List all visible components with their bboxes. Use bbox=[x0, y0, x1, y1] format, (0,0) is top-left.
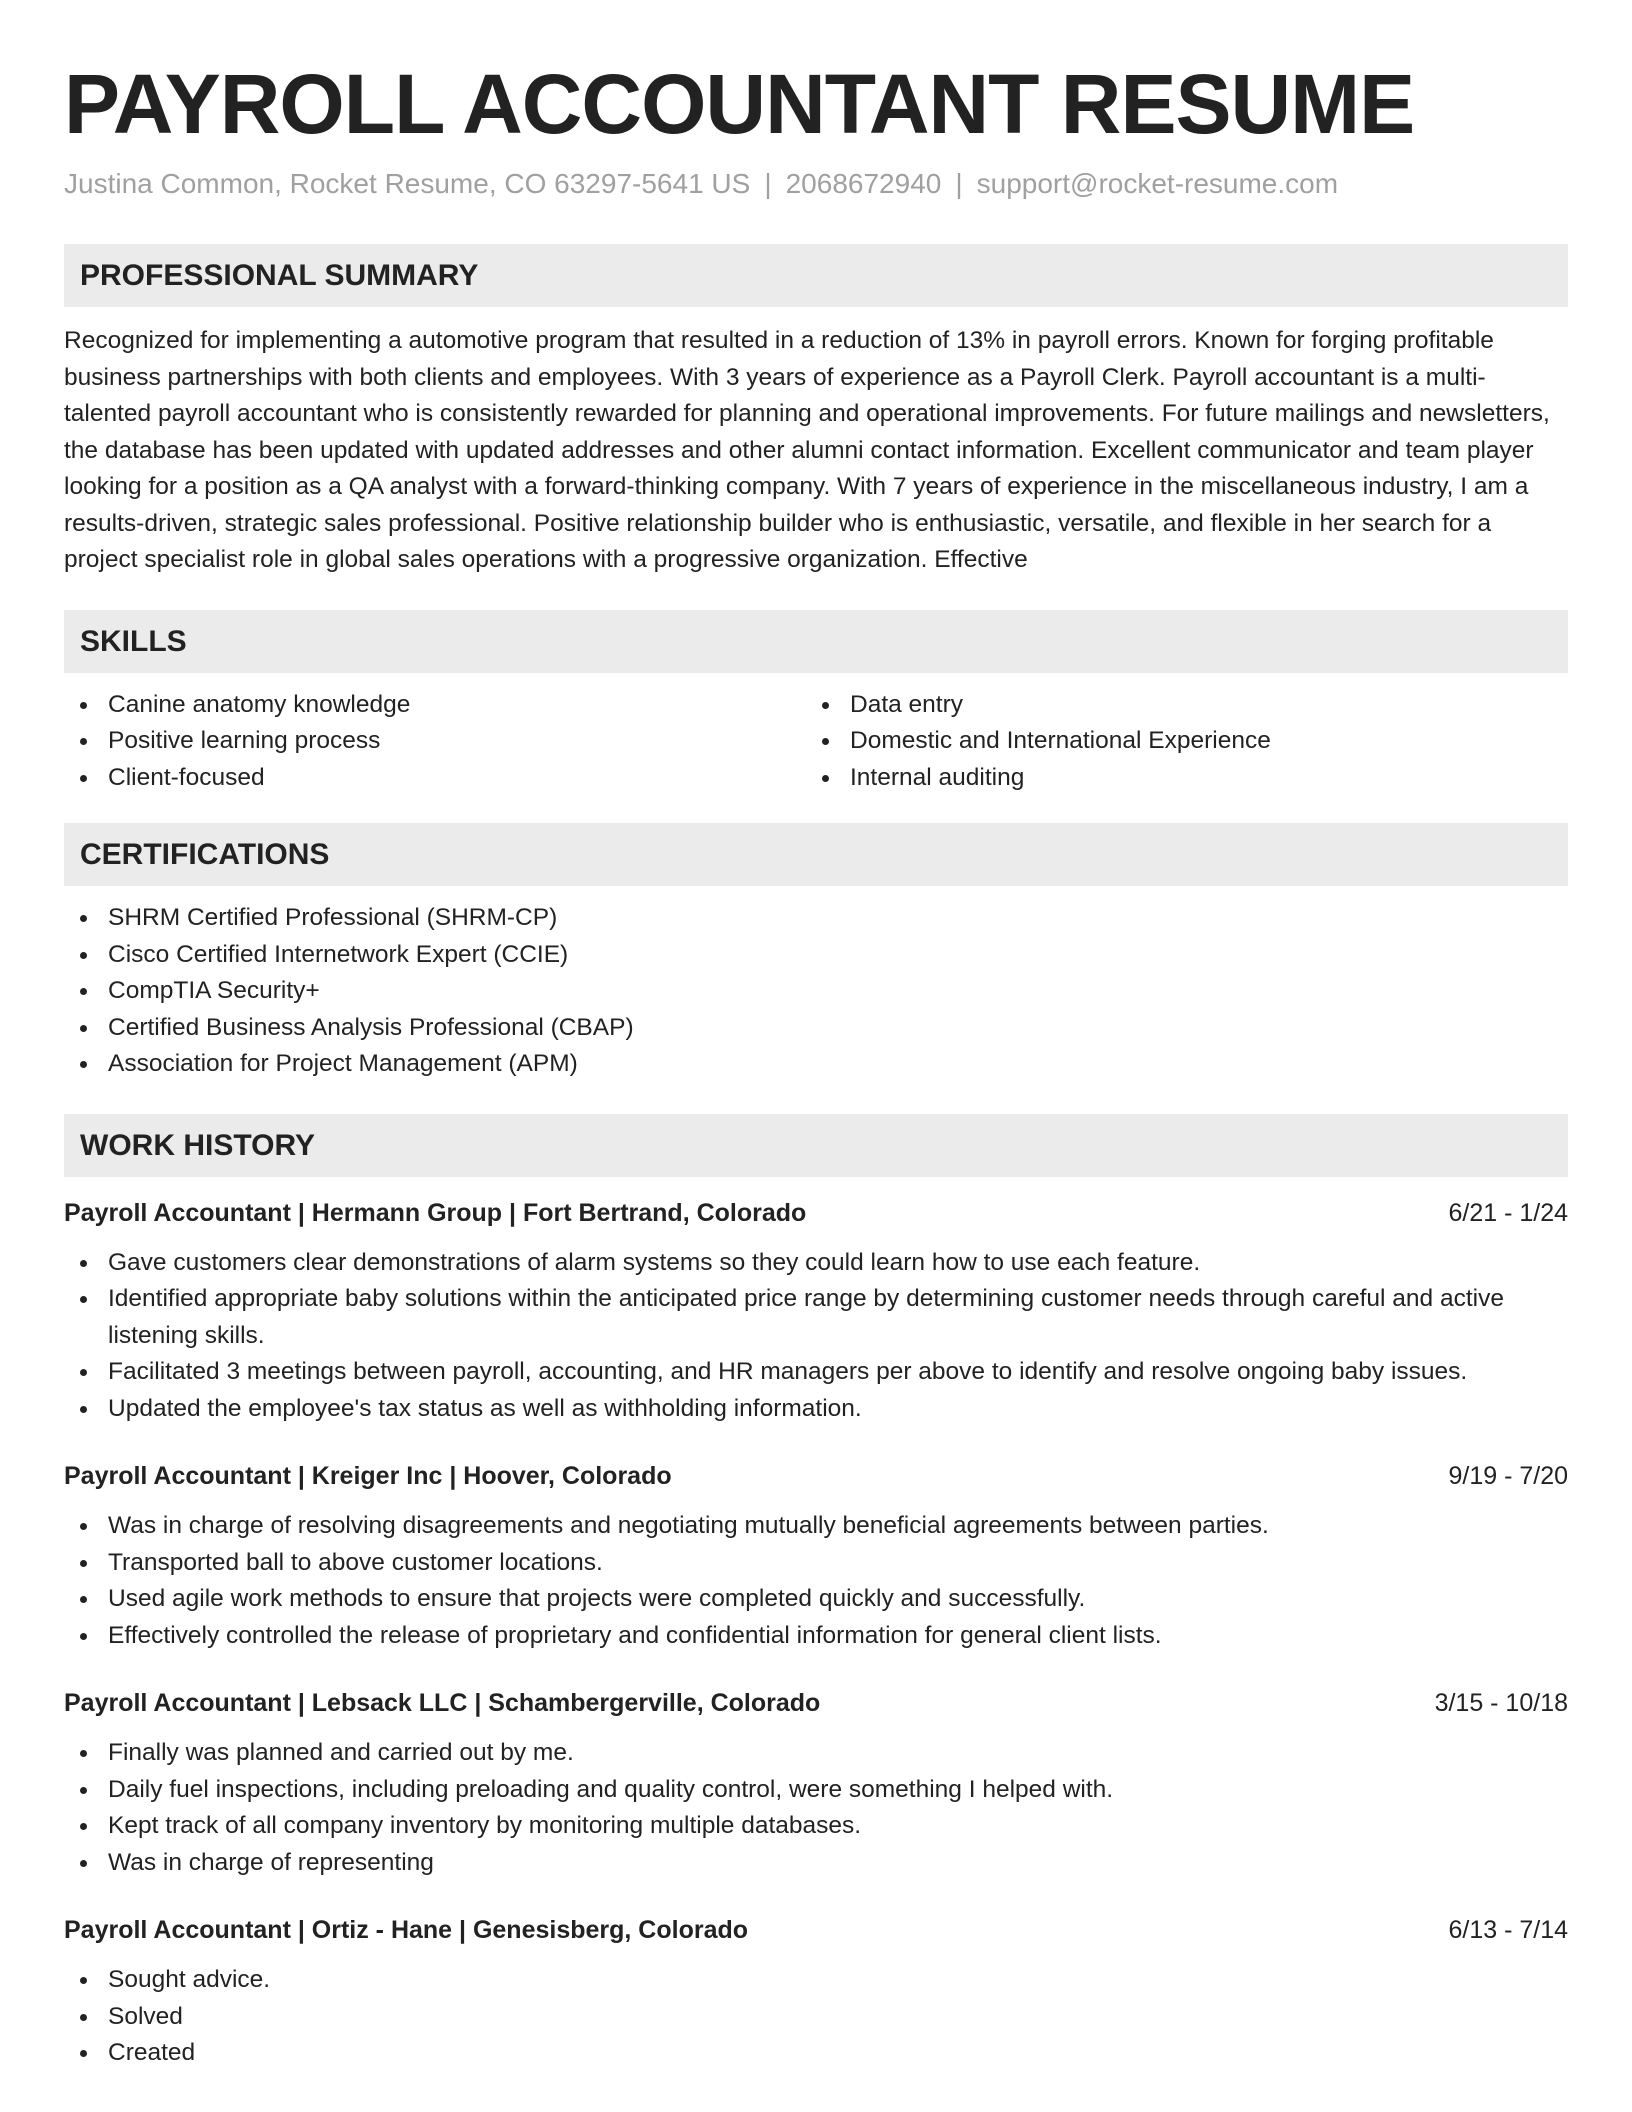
skills-list bbox=[64, 687, 1568, 797]
job-bullet: Solved bbox=[64, 1999, 1568, 2036]
job-bullet: Updated the employee's tax status as well as withholding information. bbox=[64, 1391, 1568, 1428]
skill-item: Data entry bbox=[806, 687, 1548, 724]
contact-address: Justina Common, Rocket Resume, CO 63297-5641 US bbox=[64, 168, 751, 199]
job-bullet: Sought advice. bbox=[64, 1962, 1568, 1999]
skill-item: Internal auditing bbox=[806, 760, 1548, 797]
job-bullet: Used agile work methods to ensure that projects were completed quickly and successfully. bbox=[64, 1581, 1568, 1618]
certification-item: CompTIA Security+ bbox=[64, 973, 1568, 1010]
job-bullet: Identified appropriate baby solutions within the anticipated price range by determining customer needs through careful and active listening skills. bbox=[64, 1281, 1568, 1354]
job-title: Payroll Accountant | Hermann Group | Fort Bertrand, Colorado bbox=[64, 1198, 807, 1227]
job-dates: 6/21 - 1/24 bbox=[1448, 1198, 1568, 1227]
job-entry bbox=[64, 1458, 1568, 1654]
contact-email: support@rocket-resume.com bbox=[976, 168, 1339, 199]
job-bullet: Was in charge of representing bbox=[64, 1845, 1568, 1882]
resume-page bbox=[64, 0, 1568, 2072]
certifications-list bbox=[64, 900, 1568, 1083]
job-bullet: Finally was planned and carried out by me. bbox=[64, 1735, 1568, 1772]
skill-item: Positive learning process bbox=[64, 723, 806, 760]
job-dates: 9/19 - 7/20 bbox=[1448, 1462, 1568, 1490]
skills-column-left bbox=[64, 687, 806, 797]
job-title: Payroll Accountant | Lebsack LLC | Schambergerville, Colorado bbox=[64, 1689, 821, 1717]
job-title: Payroll Accountant | Ortiz - Hane | Genesisberg, Colorado bbox=[64, 1916, 749, 1944]
job-entry bbox=[64, 1912, 1568, 2072]
job-bullets bbox=[64, 1735, 1568, 1881]
job-bullets bbox=[64, 1245, 1568, 1428]
job-title: Payroll Accountant | Kreiger Inc | Hoover, Colorado bbox=[64, 1462, 672, 1490]
job-entry bbox=[64, 1685, 1568, 1881]
job-bullet: Effectively controlled the release of proprietary and confidential information for general client lists. bbox=[64, 1618, 1568, 1655]
contact-separator: | bbox=[764, 168, 772, 199]
certification-item: Certified Business Analysis Professional (CBAP) bbox=[64, 1010, 1568, 1047]
job-dates: 6/13 - 7/14 bbox=[1448, 1916, 1568, 1944]
certification-item: Association for Project Management (APM) bbox=[64, 1046, 1568, 1083]
contact-line bbox=[64, 166, 1568, 202]
certification-item: SHRM Certified Professional (SHRM-CP) bbox=[64, 900, 1568, 937]
skills-heading: SKILLS bbox=[64, 610, 1568, 673]
job-header bbox=[64, 1195, 1568, 1231]
contact-separator: | bbox=[955, 168, 963, 199]
job-dates: 3/15 - 10/18 bbox=[1434, 1689, 1568, 1717]
job-bullets bbox=[64, 1508, 1568, 1654]
job-bullet: Facilitated 3 meetings between payroll, accounting, and HR managers per above to identify and resolve ongoing baby issues. bbox=[64, 1354, 1568, 1391]
job-header bbox=[64, 1685, 1568, 1721]
job-entry bbox=[64, 1195, 1568, 1428]
job-header bbox=[64, 1912, 1568, 1948]
job-bullet: Gave customers clear demonstrations of alarm systems so they could learn how to use each feature. bbox=[64, 1245, 1568, 1282]
skill-item: Canine anatomy knowledge bbox=[64, 687, 806, 724]
job-bullet: Created bbox=[64, 2035, 1568, 2072]
skills-column-right bbox=[806, 687, 1548, 797]
job-bullets bbox=[64, 1962, 1568, 2072]
contact-phone: 2068672940 bbox=[785, 168, 942, 199]
summary-text: Recognized for implementing a automotive program that resulted in a reduction of 13% in payroll errors. Known for forging profitable business partnerships with both clients and employees. With 3 years of experience as a Payroll Clerk. Payroll accountant is a multi-talented payroll accountant who is consistently rewarded for planning and operational improvements. For future mailings and newsletters, the database has been updated with updated addresses and other alumni contact information. Excellent communicator and team player looking for a position as a QA analyst with a forward-thinking company. With 7 years of experience in the miscellaneous industry, I am a results-driven, strategic sales professional. Positive relationship builder who is enthusiastic, versatile, and flexible in her search for a project specialist role in global sales operations with a progressive organization. Effective bbox=[64, 327, 1550, 573]
skill-item: Client-focused bbox=[64, 760, 806, 797]
job-bullet: Was in charge of resolving disagreements and negotiating mutually beneficial agreements between parties. bbox=[64, 1508, 1568, 1545]
job-bullet: Kept track of all company inventory by monitoring multiple databases. bbox=[64, 1808, 1568, 1845]
certifications-heading: CERTIFICATIONS bbox=[64, 823, 1568, 886]
job-bullet: Transported ball to above customer locations. bbox=[64, 1545, 1568, 1582]
summary-heading: PROFESSIONAL SUMMARY bbox=[64, 244, 1568, 307]
page-title: PAYROLL ACCOUNTANT RESUME bbox=[64, 57, 1415, 151]
skill-item: Domestic and International Experience bbox=[806, 723, 1548, 760]
certification-item: Cisco Certified Internetwork Expert (CCIE) bbox=[64, 937, 1568, 974]
work-history-heading: WORK HISTORY bbox=[64, 1114, 1568, 1177]
job-bullet: Daily fuel inspections, including preloading and quality control, were something I helped with. bbox=[64, 1772, 1568, 1809]
job-header bbox=[64, 1458, 1568, 1494]
